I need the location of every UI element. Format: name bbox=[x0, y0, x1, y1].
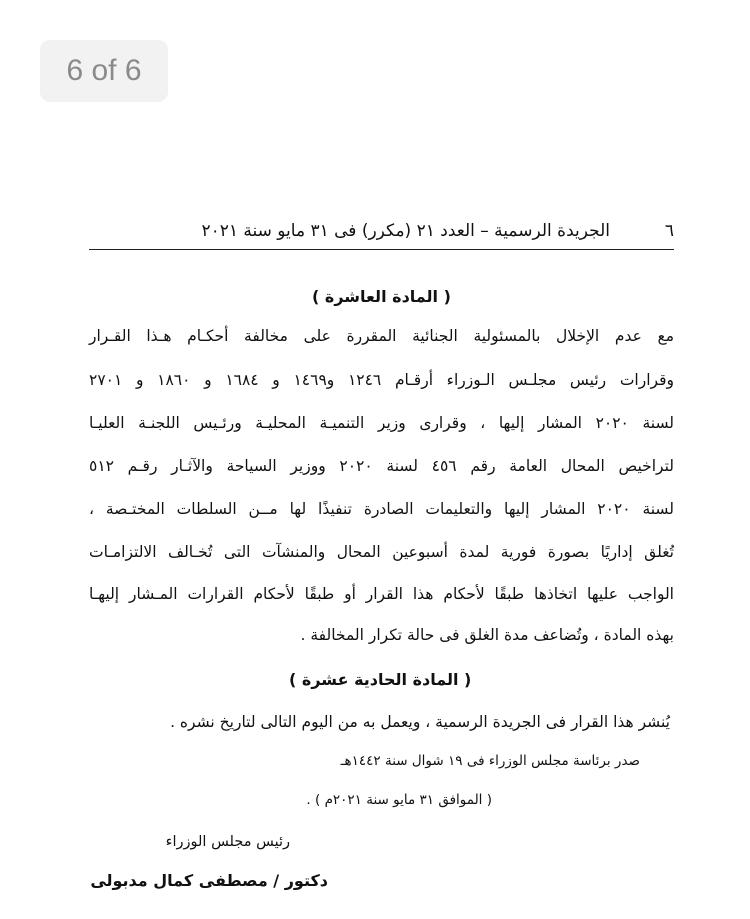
article-10-line: بهذه المادة ، وتُضاعف مدة الغلق فى حالة تكرار المخالفة . bbox=[300, 626, 674, 644]
page-indicator: 6 of 6 bbox=[40, 40, 168, 102]
article-11-text: يُنشر هذا القرار فى الجريدة الرسمية ، ويعمل به من اليوم التالى لتاريخ نشره . bbox=[170, 713, 670, 731]
article-10-heading: ( المادة العاشرة ) bbox=[312, 287, 451, 306]
signatory-role: رئيس مجلس الوزراء bbox=[165, 834, 290, 850]
article-11-heading: ( المادة الحادية عشرة ) bbox=[289, 670, 472, 689]
article-10-line: لسنة ٢٠٢٠ المشار إليها والتعليمات الصادرة تنفيذًا لها مــن السلطات المختـصة ، bbox=[89, 500, 674, 518]
page-number: ٦ bbox=[664, 221, 674, 241]
signatory-name: دكتور / مصطفى كمال مدبولى bbox=[90, 871, 328, 890]
article-10-line: مع عدم الإخلال بالمسئولية الجنائية المقررة على مخالفة أحكـام هـذا القـرار bbox=[89, 327, 674, 345]
article-10-line: تُغلق إداريًا بصورة فورية لمدة أسبوعين المحال والمنشآت التى تُخـالف الالتزامـات bbox=[89, 543, 674, 561]
article-10-line: الواجب عليها اتخاذها طبقًا لأحكام هذا القرار أو طبقًا لأحكام القرارات المـشار إليهـا bbox=[89, 585, 674, 603]
article-10-line: لتراخيص المحال العامة رقم ٤٥٦ لسنة ٢٠٢٠ ووزير السياحة والآثـار رقـم ٥١٢ bbox=[89, 457, 674, 475]
article-10-line: وقرارات رئيس مجلـس الـوزراء أرقـام ١٢٤٦ و١٤٦٩ و ١٦٨٤ و ١٨٦٠ و ٢٧٠١ bbox=[89, 371, 674, 389]
article-10-line: لسنة ٢٠٢٠ المشار إليها ، وقرارى وزير التنميـة المحليـة ورئـيس اللجنـة العليـا bbox=[89, 414, 674, 432]
issuance-date-hijri: صدر برئاسة مجلس الوزراء فى ١٩ شوال سنة ١٤٤٢هـ bbox=[340, 753, 640, 769]
issuance-date-gregorian: ( الموافق ٣١ مايو سنة ٢٠٢١م ) . bbox=[306, 792, 492, 808]
gazette-header bbox=[89, 215, 674, 250]
gazette-title: الجريدة الرسمية – العدد ٢١ (مكرر) فى ٣١ مايو سنة ٢٠٢١ bbox=[201, 221, 610, 241]
